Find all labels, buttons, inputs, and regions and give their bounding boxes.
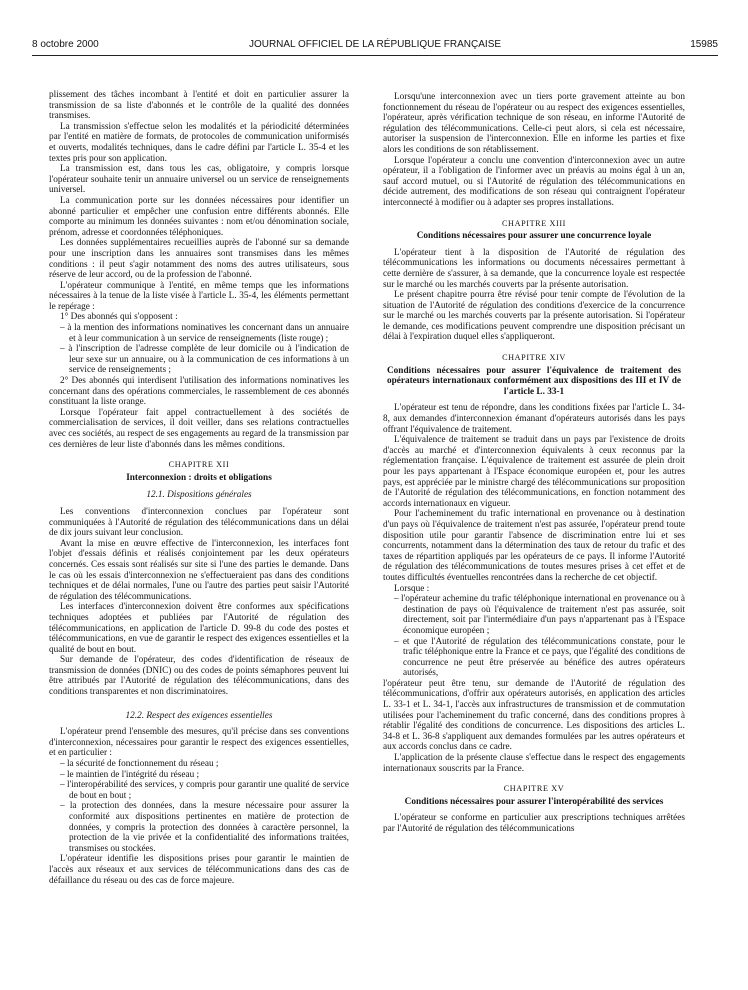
paragraph: Avant la mise en œuvre effective de l'interconnexion, les interfaces font l'objet d'essais définis et réalisés conjointement par les deux opérateurs concernés. Ces essais sont réalisés sur site si l'une des parties le demande. Dans le cas où les essais d'interconnexion ne s'effectueraient pas dans des conditions techniques et de délai normales, l'une ou l'autre des parties peut saisir l'Autorité de régulation des télécommunications. xyxy=(49,538,349,602)
paragraph: Le présent chapitre pourra être révisé pour tenir compte de l'évolution de la situation de l'Autorité de régulation des conditions d'exercice de la concurrence sur le marché ou les marchés couverts par la présente autorisation. Si l'opérateur le demande, ces modifications peuvent comprendre une disposition précisant un délai à l'expiration duquel elles s'appliqueront. xyxy=(383,290,685,343)
section-heading xyxy=(49,711,349,722)
paragraph: 2° Des abonnés qui interdisent l'utilisation des informations nominatives les concernant dans des opérations commerciales, le rassemblement de ces abonnés constituant la liste orange. xyxy=(49,376,349,408)
paragraph: Lorsque l'opérateur a conclu une convention d'interconnexion avec un autre opérateur, il a l'obligation de l'informer avec un préavis au moins égal à un an, sauf accord mutuel, ou si l'Autorité de régulation des télécommunications en décide autrement, des modifications de son réseau qui contraignent l'opérateur interconnecté à modifier ou à adapter ses propres installations. xyxy=(383,155,685,208)
paragraph: La communication porte sur les données nécessaires pour identifier un abonné particulier et empêcher une confusion entre différents abonnés. Elle comporte au minimum les données suivantes : nom et/ou dénomination sociale, prénom, adresse et coordonnées téléphoniques. xyxy=(49,195,349,238)
paragraph: 1° Des abonnés qui s'opposent : xyxy=(60,312,178,323)
right-column xyxy=(383,92,685,835)
paragraph: Lorsque : xyxy=(394,583,430,594)
paragraph: L'opérateur prend l'ensemble des mesures, qu'il précise dans ses conventions d'interconnexion, nécessaires pour garantir le respect des exigences essentielles, et en particulier : xyxy=(49,727,349,759)
spacer xyxy=(49,698,349,704)
paragraph: L'opérateur se conforme en particulier aux prescriptions techniques arrêtées par l'Autorité de régulation des télécommunications xyxy=(383,813,685,834)
paragraph: L'opérateur est tenu de répondre, dans les conditions fixées par l'article L. 34-8, aux demandes d'interconnexion émanant d'opérateurs autorisés dans les pays offrant l'équivalence de traitement. xyxy=(383,403,685,435)
chapter-title: Conditions nécessaires pour assurer l'équivalence de traitement des opérateurs internationaux conformément aux dispositions des III et IV de l'article L. 33-1 xyxy=(387,365,681,397)
paragraph: Les interfaces d'interconnexion doivent être conformes aux spécifications techniques adoptées et publiées par l'Autorité de régulation des télécommunications, en application de l'article D. 99-8 du code des postes et télécommunications, en vue de garantir le respect des exigences essentielles et la qualité de bout en bout. xyxy=(49,602,349,655)
paragraph: Lorsqu'une interconnexion avec un tiers porte gravement atteinte au bon fonctionnement du réseau de l'opérateur ou au respect des exigences essentielles, l'opérateur, après vérification technique de son réseau, en informe l'Autorité de régulation des télécommunications. Celle-ci peut alors, si cela est nécessaire, autoriser la suspension de l'interconnexion. Elle en informe les parties et fixe alors les conditions de son rétablissement. xyxy=(383,92,685,155)
list-item: – l'interopérabilité des services, y compris pour garantir une qualité de service de bout en bout ; xyxy=(60,780,349,801)
list-item: – à l'inscription de l'adresse complète de leur domicile ou à l'indication de leur sexe sur un annuaire, ou à la communication de ces informations à un service de renseignements ; xyxy=(60,344,349,376)
section-heading-text: 12.1. Dispositions générales xyxy=(146,490,252,501)
paragraph: Pour l'acheminement du trafic international en provenance ou à destination d'un pays où l'équivalence de traitement n'est pas assurée, l'opérateur prend toute disposition utile pour garantir l'absence de discrimination entre lui et ses concurrents, notamment dans la détermination des taux de retour du trafic et des taxes de répartition appliqués par les opérateurs de ce pays. Il informe l'Autorité de régulation des télécommunications de toutes mesures prises à cet effet et de toutes difficultés éventuelles rencontrées dans la recherche de cet objectif. xyxy=(383,509,685,583)
paragraph: Lorsque l'opérateur fait appel contractuellement à des sociétés de commercialisation de services, il doit veiller, dans ses relations contractuelles avec ces sociétés, au respect de ses engagements au regard de la transmission par ces dernières de leur liste d'abonnés dans les mêmes conditions. xyxy=(49,407,349,450)
chapter-heading: CHAPITRE XIV xyxy=(502,353,566,363)
paragraph: Les conventions d'interconnexion conclues par l'opérateur sont communiquées à l'Autorité de régulation des télécommunications dans un délai de dix jours suivant leur conclusion. xyxy=(49,506,349,539)
list-item: – le maintien de l'intégrité du réseau ; xyxy=(60,769,200,780)
header-rule xyxy=(32,55,718,56)
paragraph: L'application de la présente clause s'effectue dans le respect des engagements internationaux souscrits par la France. xyxy=(383,753,685,774)
chapter-heading: CHAPITRE XV xyxy=(503,784,565,794)
chapter-title: Conditions nécessaires pour assurer une concurrence loyale xyxy=(416,231,652,242)
paragraph: Les données supplémentaires recueillies auprès de l'abonné sur sa demande pour une inscription dans les annuaires sont transmises dans les mêmes conditions : il peut s'agir notamment des noms des autres utilisateurs, sous réserve de leur accord, ou de la profession de l'abonné. xyxy=(49,238,349,281)
journal-title: JOURNAL OFFICIEL DE LA RÉPUBLIQUE FRANÇAISE xyxy=(248,39,502,50)
chapter-heading: CHAPITRE XII xyxy=(168,460,230,470)
list-item: – la protection des données, dans la mesure nécessaire pour assurer la conformité aux dispositions pertinentes en matière de protection de données, y compris la protection des données à caractère personnel, la protection de la vie privée et la confidentialité des informations traitées, transmises ou stockées. xyxy=(60,801,349,854)
left-column xyxy=(49,90,349,886)
paragraph: L'équivalence de traitement se traduit dans un pays par l'existence de droits d'accès au marché et d'interconnexion équivalents à ceux reconnus par la réglementation française. L'équivalence de traitement est assurée de plein droit pour les pays appartenant à l'Espace économique européen et, pour les autres pays, est appréciée par le ministre chargé des télécommunications sur proposition de l'Autorité de régulation des télécommunications, en fonction notamment des accords internationaux en vigueur. xyxy=(383,435,685,509)
paragraph: l'opérateur peut être tenu, sur demande de l'Autorité de régulation des télécommunications, d'offrir aux opérateurs autorisés, en application des articles L. 33-1 et L. 34-1, l'accès aux infrastructures de transmission et de commutation utilisées pour l'acheminement du trafic concerné, dans des conditions propres à rétablir l'égalité des conditions de concurrence. Les dispositions des articles L. 34-8 et L. 36-8 s'appliquent aux demandes formulées par les autres opérateurs et aux accords conclus dans ce cadre. xyxy=(383,678,685,753)
list-item: – à la mention des informations nominatives les concernant dans un annuaire et à leur communication à un service de renseignements (liste rouge) ; xyxy=(60,323,349,344)
chapter-heading: CHAPITRE XIII xyxy=(502,218,566,228)
chapter-title: Conditions nécessaires pour assurer l'interopérabilité des services xyxy=(404,796,664,807)
paragraph: La transmission s'effectue selon les modalités et la périodicité déterminées par l'entité en matière de formats, de protocoles de communication uniformisés et ouverts, modalités techniques, dans le cadre défini par l'article L. 35-4 et les textes pris pour son application. xyxy=(49,121,349,164)
paragraph: La transmission est, dans tous les cas, obligatoire, y compris lorsque l'opérateur souhaite tenir un annuaire universel ou un service de renseignements universel. xyxy=(49,164,349,196)
paragraph: L'opérateur tient à la disposition de l'Autorité de régulation des télécommunications les informations ou documents nécessaires permettant à cette dernière de s'assurer, à sa demande, que la concurrence loyale est respectée sur le marché ou les marchés couverts par la présente autorisation. xyxy=(383,247,685,290)
page-header xyxy=(32,38,718,52)
paragraph: Sur demande de l'opérateur, des codes d'identification de réseaux de transmission de données (DNIC) ou des codes de points sémaphores peuvent lui être attribués par l'Autorité de régulation des télécommunications, dans des conditions transparentes et non discriminatoires. xyxy=(49,655,349,698)
issue-date: 8 octobre 2000 xyxy=(32,39,99,50)
page-number: 15985 xyxy=(690,39,718,50)
section-heading xyxy=(49,490,349,501)
chapter-title: Interconnexion : droits et obligations xyxy=(126,472,272,483)
list-item: – la sécurité de fonctionnement du réseau ; xyxy=(60,759,219,770)
paragraph: L'opérateur identifie les dispositions prises pour garantir le maintien de l'accès aux réseaux et aux services de télécommunications dans des cas de défaillance du réseau ou des cas de force majeure. xyxy=(49,854,349,886)
paragraph: plissement des tâches incombant à l'entité et doit en particulier assurer la transmission de sa liste d'abonnés et le contrôle de la qualité des données transmises. xyxy=(49,90,349,122)
list-item: – et que l'Autorité de régulation des télécommunications constate, pour le trafic téléphonique entre la France et ce pays, que l'égalité des conditions de concurrence ne peut être préservée au bénéfice des autres opérateurs autorisés, xyxy=(394,636,685,679)
paragraph: L'opérateur communique à l'entité, en même temps que les informations nécessaires à la tenue de la liste visée à l'article L. 35-4, les éléments permettant le repérage : xyxy=(49,280,349,312)
section-heading-text: 12.2. Respect des exigences essentielles xyxy=(125,710,273,721)
list-item: – l'opérateur achemine du trafic téléphonique international en provenance ou à destination de pays où l'équivalence de traitement n'est pas assurée, soit directement, soit par l'intermédiaire d'un pays n'appartenant pas à l'Espace économique européen ; xyxy=(394,594,685,636)
